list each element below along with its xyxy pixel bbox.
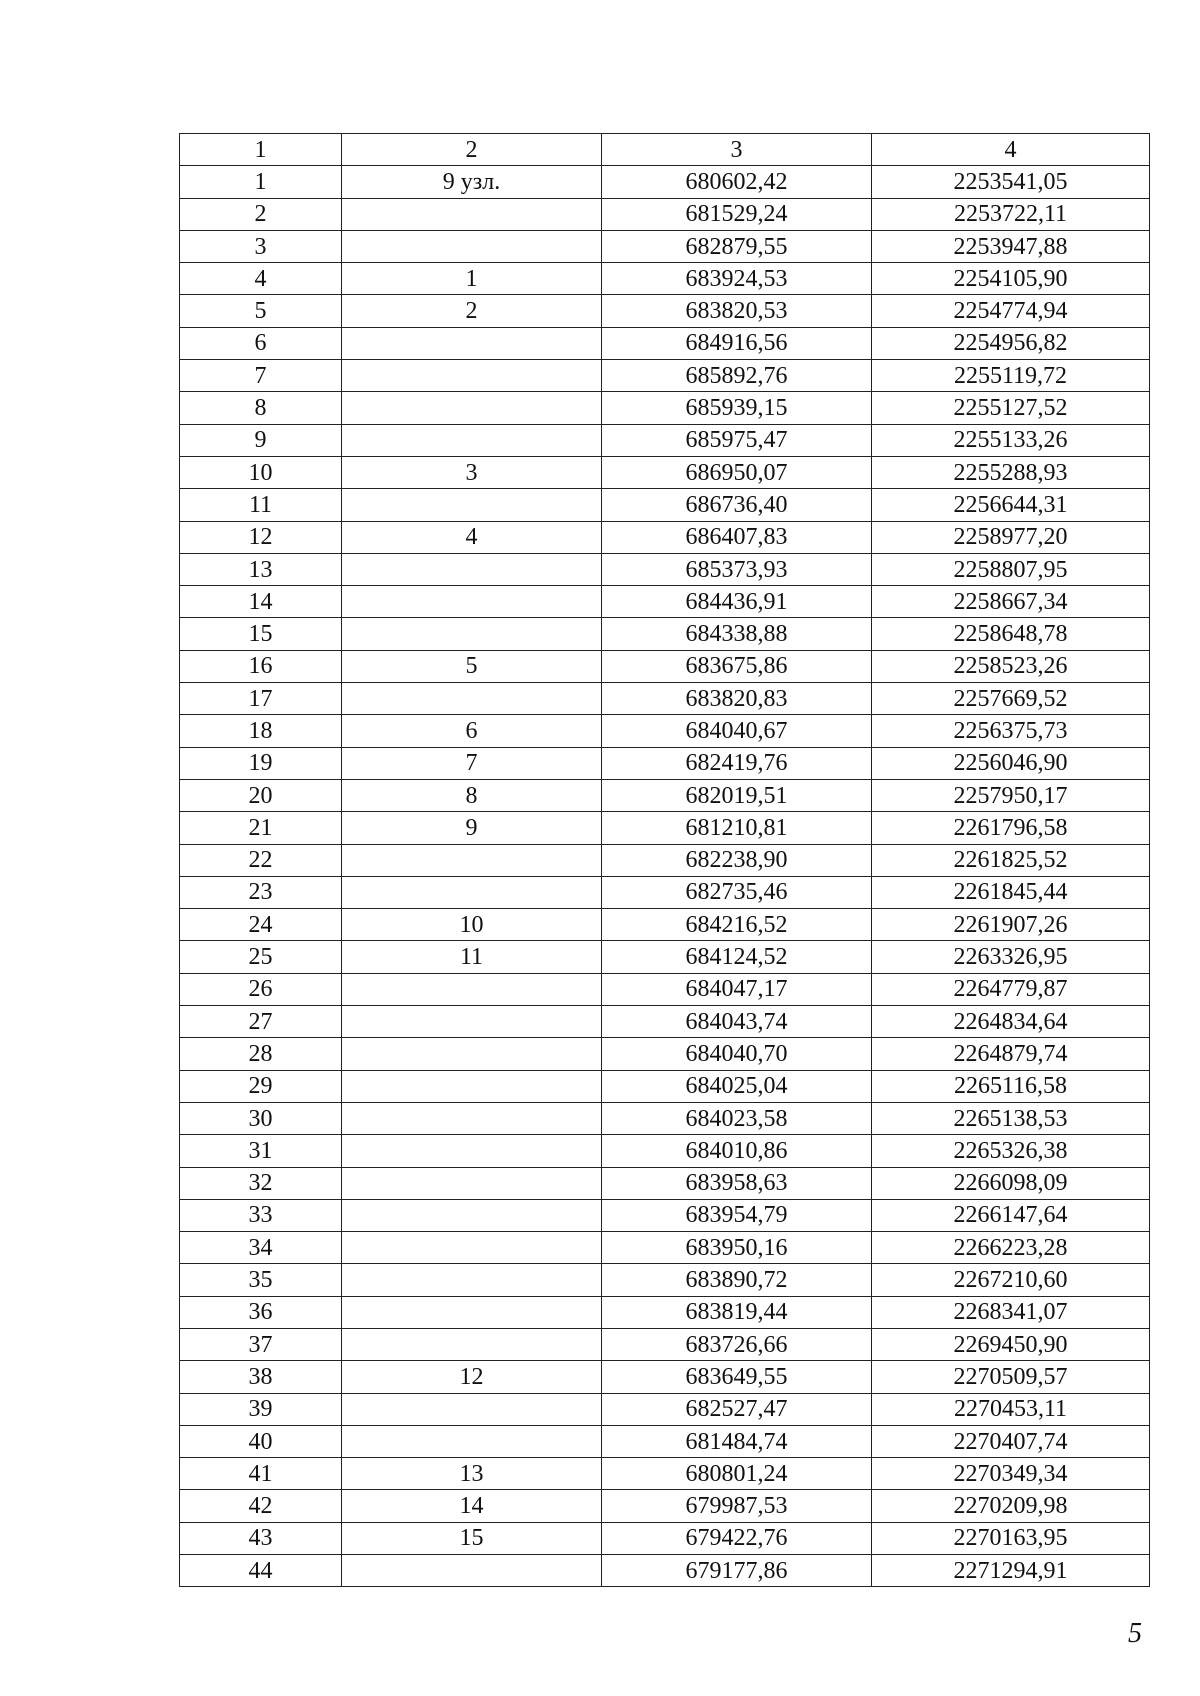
x-coordinate-cell: 683890,72 (602, 1264, 872, 1296)
point-number-cell: 5 (180, 295, 342, 327)
point-number-cell: 37 (180, 1328, 342, 1360)
node-number-cell (342, 198, 602, 230)
x-coordinate-cell: 679177,86 (602, 1555, 872, 1587)
y-coordinate-cell: 2270407,74 (872, 1425, 1150, 1457)
node-number-cell (342, 1555, 602, 1587)
table-row (180, 295, 1150, 327)
node-number-cell (342, 618, 602, 650)
point-number-cell: 7 (180, 360, 342, 392)
node-number-cell: 10 (342, 909, 602, 941)
y-coordinate-cell: 2264834,64 (872, 1006, 1150, 1038)
x-coordinate-cell: 683954,79 (602, 1199, 872, 1231)
x-coordinate-cell: 684025,04 (602, 1070, 872, 1102)
y-coordinate-cell: 2270163,95 (872, 1522, 1150, 1554)
table-row (180, 909, 1150, 941)
y-coordinate-cell: 2254774,94 (872, 295, 1150, 327)
y-coordinate-cell: 2261825,52 (872, 844, 1150, 876)
x-coordinate-cell: 683675,86 (602, 650, 872, 682)
y-coordinate-cell: 2257950,17 (872, 779, 1150, 811)
table-row (180, 263, 1150, 295)
point-number-cell: 4 (180, 263, 342, 295)
point-number-cell: 15 (180, 618, 342, 650)
table-row (180, 360, 1150, 392)
point-number-cell: 23 (180, 876, 342, 908)
header-cell-col-1: 1 (180, 134, 342, 166)
point-number-cell: 14 (180, 586, 342, 618)
x-coordinate-cell: 683820,83 (602, 683, 872, 715)
y-coordinate-cell: 2256046,90 (872, 747, 1150, 779)
table-row (180, 812, 1150, 844)
y-coordinate-cell: 2271294,91 (872, 1555, 1150, 1587)
point-number-cell: 21 (180, 812, 342, 844)
table-row (180, 650, 1150, 682)
node-number-cell (342, 1070, 602, 1102)
y-coordinate-cell: 2253722,11 (872, 198, 1150, 230)
y-coordinate-cell: 2257669,52 (872, 683, 1150, 715)
point-number-cell: 41 (180, 1458, 342, 1490)
node-number-cell (342, 973, 602, 1005)
y-coordinate-cell: 2265138,53 (872, 1102, 1150, 1134)
x-coordinate-cell: 686950,07 (602, 456, 872, 488)
x-coordinate-cell: 683950,16 (602, 1232, 872, 1264)
node-number-cell: 9 узл. (342, 166, 602, 198)
header-cell-col-2: 2 (342, 134, 602, 166)
table-row (180, 1264, 1150, 1296)
point-number-cell: 19 (180, 747, 342, 779)
point-number-cell: 9 (180, 424, 342, 456)
table-row (180, 1296, 1150, 1328)
table-row (180, 230, 1150, 262)
table-row (180, 553, 1150, 585)
table-row (180, 424, 1150, 456)
node-number-cell (342, 1135, 602, 1167)
y-coordinate-cell: 2270209,98 (872, 1490, 1150, 1522)
x-coordinate-cell: 684436,91 (602, 586, 872, 618)
point-number-cell: 6 (180, 327, 342, 359)
point-number-cell: 36 (180, 1296, 342, 1328)
table-row (180, 1458, 1150, 1490)
y-coordinate-cell: 2263326,95 (872, 941, 1150, 973)
x-coordinate-cell: 686407,83 (602, 521, 872, 553)
x-coordinate-cell: 684040,67 (602, 715, 872, 747)
node-number-cell (342, 1296, 602, 1328)
coordinates-table-body (180, 134, 1150, 1587)
x-coordinate-cell: 683958,63 (602, 1167, 872, 1199)
x-coordinate-cell: 685373,93 (602, 553, 872, 585)
point-number-cell: 2 (180, 198, 342, 230)
x-coordinate-cell: 684916,56 (602, 327, 872, 359)
y-coordinate-cell: 2269450,90 (872, 1328, 1150, 1360)
x-coordinate-cell: 681484,74 (602, 1425, 872, 1457)
y-coordinate-cell: 2267210,60 (872, 1264, 1150, 1296)
node-number-cell: 15 (342, 1522, 602, 1554)
y-coordinate-cell: 2266223,28 (872, 1232, 1150, 1264)
y-coordinate-cell: 2264879,74 (872, 1038, 1150, 1070)
table-row (180, 973, 1150, 1005)
page-number: 5 (1128, 1618, 1142, 1649)
node-number-cell (342, 489, 602, 521)
y-coordinate-cell: 2261796,58 (872, 812, 1150, 844)
point-number-cell: 27 (180, 1006, 342, 1038)
y-coordinate-cell: 2265326,38 (872, 1135, 1150, 1167)
point-number-cell: 40 (180, 1425, 342, 1457)
node-number-cell (342, 327, 602, 359)
y-coordinate-cell: 2270453,11 (872, 1393, 1150, 1425)
table-header-row (180, 134, 1150, 166)
y-coordinate-cell: 2258807,95 (872, 553, 1150, 585)
x-coordinate-cell: 686736,40 (602, 489, 872, 521)
table-row (180, 683, 1150, 715)
y-coordinate-cell: 2258667,34 (872, 586, 1150, 618)
x-coordinate-cell: 682735,46 (602, 876, 872, 908)
y-coordinate-cell: 2254956,82 (872, 327, 1150, 359)
table-row (180, 586, 1150, 618)
table-row (180, 456, 1150, 488)
x-coordinate-cell: 682019,51 (602, 779, 872, 811)
x-coordinate-cell: 683726,66 (602, 1328, 872, 1360)
point-number-cell: 34 (180, 1232, 342, 1264)
point-number-cell: 12 (180, 521, 342, 553)
table-row (180, 1490, 1150, 1522)
point-number-cell: 18 (180, 715, 342, 747)
node-number-cell (342, 424, 602, 456)
node-number-cell: 4 (342, 521, 602, 553)
point-number-cell: 10 (180, 456, 342, 488)
x-coordinate-cell: 684010,86 (602, 1135, 872, 1167)
y-coordinate-cell: 2261907,26 (872, 909, 1150, 941)
x-coordinate-cell: 679987,53 (602, 1490, 872, 1522)
node-number-cell: 2 (342, 295, 602, 327)
point-number-cell: 16 (180, 650, 342, 682)
table-row (180, 166, 1150, 198)
node-number-cell (342, 1328, 602, 1360)
table-row (180, 1361, 1150, 1393)
node-number-cell: 12 (342, 1361, 602, 1393)
y-coordinate-cell: 2265116,58 (872, 1070, 1150, 1102)
table-row (180, 1393, 1150, 1425)
node-number-cell (342, 1199, 602, 1231)
node-number-cell: 6 (342, 715, 602, 747)
node-number-cell: 8 (342, 779, 602, 811)
y-coordinate-cell: 2254105,90 (872, 263, 1150, 295)
table-row (180, 1328, 1150, 1360)
point-number-cell: 44 (180, 1555, 342, 1587)
node-number-cell (342, 230, 602, 262)
table-row (180, 618, 1150, 650)
point-number-cell: 29 (180, 1070, 342, 1102)
y-coordinate-cell: 2256375,73 (872, 715, 1150, 747)
point-number-cell: 25 (180, 941, 342, 973)
x-coordinate-cell: 682879,55 (602, 230, 872, 262)
x-coordinate-cell: 685975,47 (602, 424, 872, 456)
node-number-cell: 11 (342, 941, 602, 973)
x-coordinate-cell: 683649,55 (602, 1361, 872, 1393)
node-number-cell (342, 1102, 602, 1134)
table-row (180, 1555, 1150, 1587)
point-number-cell: 26 (180, 973, 342, 1005)
point-number-cell: 24 (180, 909, 342, 941)
y-coordinate-cell: 2255127,52 (872, 392, 1150, 424)
x-coordinate-cell: 684043,74 (602, 1006, 872, 1038)
point-number-cell: 17 (180, 683, 342, 715)
x-coordinate-cell: 683819,44 (602, 1296, 872, 1328)
x-coordinate-cell: 683924,53 (602, 263, 872, 295)
point-number-cell: 13 (180, 553, 342, 585)
y-coordinate-cell: 2266098,09 (872, 1167, 1150, 1199)
table-row (180, 198, 1150, 230)
point-number-cell: 32 (180, 1167, 342, 1199)
point-number-cell: 31 (180, 1135, 342, 1167)
y-coordinate-cell: 2266147,64 (872, 1199, 1150, 1231)
point-number-cell: 1 (180, 166, 342, 198)
y-coordinate-cell: 2264779,87 (872, 973, 1150, 1005)
point-number-cell: 38 (180, 1361, 342, 1393)
point-number-cell: 42 (180, 1490, 342, 1522)
x-coordinate-cell: 681210,81 (602, 812, 872, 844)
table-row (180, 1167, 1150, 1199)
node-number-cell: 13 (342, 1458, 602, 1490)
table-row (180, 715, 1150, 747)
table-row (180, 392, 1150, 424)
point-number-cell: 35 (180, 1264, 342, 1296)
y-coordinate-cell: 2258977,20 (872, 521, 1150, 553)
table-row (180, 1070, 1150, 1102)
node-number-cell: 3 (342, 456, 602, 488)
x-coordinate-cell: 681529,24 (602, 198, 872, 230)
node-number-cell (342, 1393, 602, 1425)
node-number-cell (342, 392, 602, 424)
node-number-cell (342, 1264, 602, 1296)
point-number-cell: 33 (180, 1199, 342, 1231)
point-number-cell: 39 (180, 1393, 342, 1425)
node-number-cell (342, 553, 602, 585)
node-number-cell: 14 (342, 1490, 602, 1522)
table-row (180, 844, 1150, 876)
x-coordinate-cell: 682238,90 (602, 844, 872, 876)
node-number-cell: 5 (342, 650, 602, 682)
point-number-cell: 43 (180, 1522, 342, 1554)
x-coordinate-cell: 684040,70 (602, 1038, 872, 1070)
x-coordinate-cell: 682419,76 (602, 747, 872, 779)
table-row (180, 1038, 1150, 1070)
table-row (180, 1425, 1150, 1457)
x-coordinate-cell: 684338,88 (602, 618, 872, 650)
y-coordinate-cell: 2253541,05 (872, 166, 1150, 198)
table-row (180, 1522, 1150, 1554)
table-row (180, 327, 1150, 359)
table-row (180, 1199, 1150, 1231)
table-row (180, 876, 1150, 908)
node-number-cell (342, 1232, 602, 1264)
node-number-cell: 9 (342, 812, 602, 844)
x-coordinate-cell: 680602,42 (602, 166, 872, 198)
x-coordinate-cell: 684124,52 (602, 941, 872, 973)
node-number-cell (342, 1425, 602, 1457)
point-number-cell: 28 (180, 1038, 342, 1070)
y-coordinate-cell: 2270509,57 (872, 1361, 1150, 1393)
header-cell-col-3: 3 (602, 134, 872, 166)
table-row (180, 779, 1150, 811)
table-row (180, 1006, 1150, 1038)
y-coordinate-cell: 2253947,88 (872, 230, 1150, 262)
x-coordinate-cell: 682527,47 (602, 1393, 872, 1425)
point-number-cell: 20 (180, 779, 342, 811)
node-number-cell (342, 586, 602, 618)
x-coordinate-cell: 684023,58 (602, 1102, 872, 1134)
node-number-cell (342, 844, 602, 876)
node-number-cell (342, 876, 602, 908)
x-coordinate-cell: 680801,24 (602, 1458, 872, 1490)
node-number-cell (342, 1038, 602, 1070)
point-number-cell: 22 (180, 844, 342, 876)
node-number-cell: 1 (342, 263, 602, 295)
node-number-cell (342, 360, 602, 392)
table-row (180, 521, 1150, 553)
y-coordinate-cell: 2255119,72 (872, 360, 1150, 392)
header-cell-col-4: 4 (872, 134, 1150, 166)
table-row (180, 489, 1150, 521)
y-coordinate-cell: 2270349,34 (872, 1458, 1150, 1490)
point-number-cell: 3 (180, 230, 342, 262)
node-number-cell (342, 683, 602, 715)
table-row (180, 747, 1150, 779)
point-number-cell: 11 (180, 489, 342, 521)
x-coordinate-cell: 685892,76 (602, 360, 872, 392)
y-coordinate-cell: 2255133,26 (872, 424, 1150, 456)
y-coordinate-cell: 2258523,26 (872, 650, 1150, 682)
table-row (180, 1232, 1150, 1264)
node-number-cell (342, 1006, 602, 1038)
x-coordinate-cell: 679422,76 (602, 1522, 872, 1554)
node-number-cell: 7 (342, 747, 602, 779)
table-row (180, 1135, 1150, 1167)
x-coordinate-cell: 685939,15 (602, 392, 872, 424)
point-number-cell: 30 (180, 1102, 342, 1134)
y-coordinate-cell: 2256644,31 (872, 489, 1150, 521)
y-coordinate-cell: 2255288,93 (872, 456, 1150, 488)
coordinates-table (179, 133, 1150, 1587)
point-number-cell: 8 (180, 392, 342, 424)
table-row (180, 941, 1150, 973)
table-row (180, 1102, 1150, 1134)
y-coordinate-cell: 2261845,44 (872, 876, 1150, 908)
x-coordinate-cell: 684216,52 (602, 909, 872, 941)
y-coordinate-cell: 2268341,07 (872, 1296, 1150, 1328)
x-coordinate-cell: 684047,17 (602, 973, 872, 1005)
x-coordinate-cell: 683820,53 (602, 295, 872, 327)
y-coordinate-cell: 2258648,78 (872, 618, 1150, 650)
node-number-cell (342, 1167, 602, 1199)
